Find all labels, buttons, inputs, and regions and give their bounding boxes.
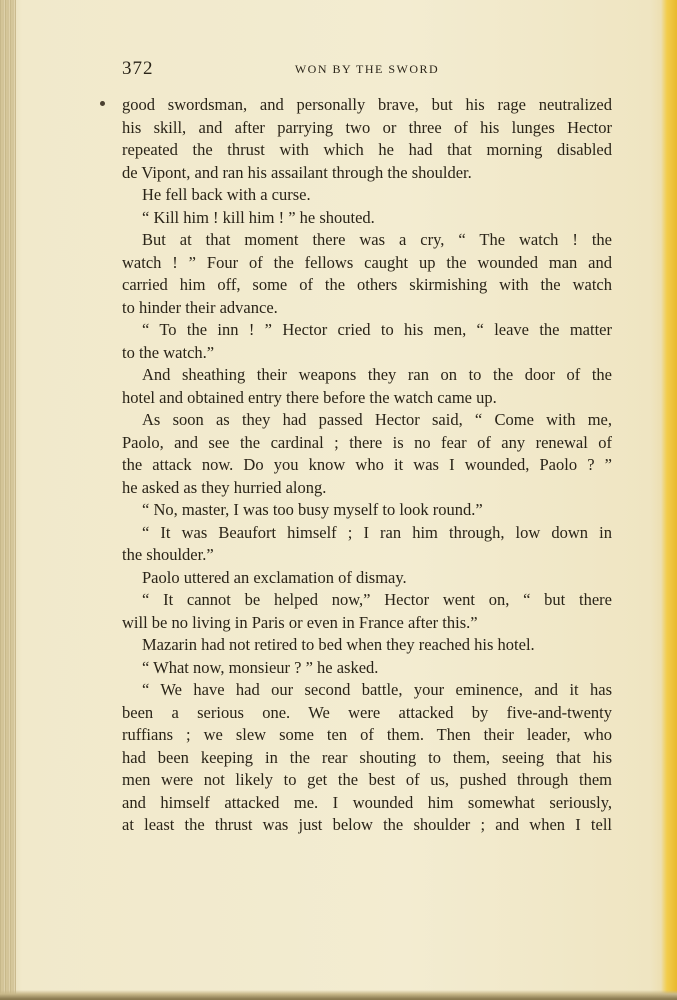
text-line: He fell back with a curse. <box>142 185 311 204</box>
page-header <box>122 58 612 84</box>
body-text <box>122 94 612 837</box>
text-line: ruffians ; we slew some ten of them. Then their leader, who <box>122 725 612 744</box>
text-line: to hinder their advance. <box>122 297 278 317</box>
text-line: his skill, and after parrying two or three of his lunges Hector <box>122 117 612 137</box>
text-line: But at that moment there was a cry, “ The watch ! the <box>142 230 612 249</box>
text-line: repeated the thrust with which he had that morning disabled <box>122 140 612 159</box>
page-binding-edge <box>0 0 16 1000</box>
text-line: men were not likely to get the best of us, pushed through them <box>122 770 612 789</box>
text-line: “ Kill him ! kill him ! ” he shouted. <box>142 207 375 227</box>
text-line: watch ! ” Four of the fellows caught up the wounded man and <box>122 252 612 272</box>
text-line: he asked as they hurried along. <box>122 477 327 497</box>
text-line: “ To the inn ! ” Hector cried to his men, “ leave the matter <box>142 320 612 339</box>
text-line: been a serious one. We were attacked by five-and-twenty <box>122 702 612 722</box>
text-line: will be no living in Paris or even in France after this.” <box>122 612 478 632</box>
text-line: good swordsman, and personally brave, but his rage neutralized <box>122 95 612 114</box>
text-line: had been keeping in the rear shouting to them, seeing that his <box>122 747 612 767</box>
text-line: “ It was Beaufort himself ; I ran him through, low down in <box>142 522 612 542</box>
text-line: “ It cannot be helped now,” Hector went on, “ but there <box>142 590 612 609</box>
text-line: to the watch.” <box>122 342 215 362</box>
margin-dot-mark <box>100 101 105 106</box>
text-line: “ We have had our second battle, your eminence, and it has <box>142 680 612 699</box>
text-line: Paolo, and see the cardinal ; there is no fear of any renewal of <box>122 432 612 452</box>
text-line: Mazarin had not retired to bed when they reached his hotel. <box>142 635 535 654</box>
text-line: and himself attacked me. I wounded him somewhat seriously, <box>122 792 612 812</box>
page-right-edge <box>661 0 677 1000</box>
text-line: And sheathing their weapons they ran on to the door of the <box>142 365 612 384</box>
page-number: 372 <box>122 58 154 79</box>
text-line: at least the thrust was just below the shoulder ; and when I tell <box>122 815 612 834</box>
page-bottom-edge <box>0 990 677 1000</box>
text-line: de Vipont, and ran his assailant through the shoulder. <box>122 162 472 182</box>
text-line: carried him off, some of the others skirmishing with the watch <box>122 275 612 294</box>
text-line: the shoulder.” <box>122 545 214 564</box>
running-title: WON BY THE SWORD <box>294 62 440 76</box>
text-line: hotel and obtained entry there before the watch came up. <box>122 387 497 407</box>
text-line: Paolo uttered an exclamation of dismay. <box>142 567 407 587</box>
text-line: the attack now. Do you know who it was I wounded, Paolo ? ” <box>122 455 612 474</box>
text-line: “ What now, monsieur ? ” he asked. <box>142 657 379 677</box>
text-line: “ No, master, I was too busy myself to look round.” <box>142 500 483 519</box>
text-line: As soon as they had passed Hector said, “ Come with me, <box>142 410 612 429</box>
